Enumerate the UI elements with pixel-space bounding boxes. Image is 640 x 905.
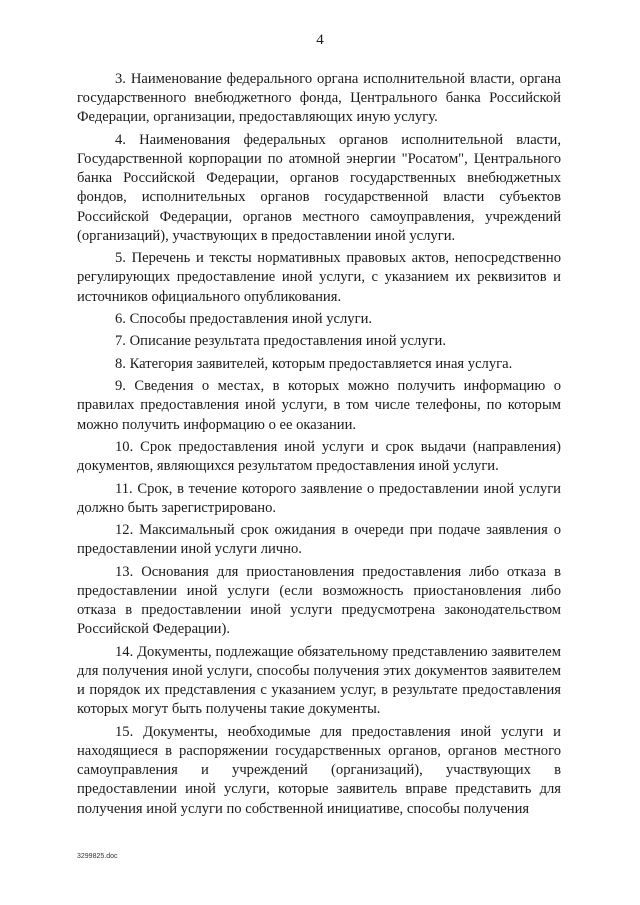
paragraph-11: 11. Срок, в течение которого заявление о предоставлении иной услуги должно быть зарегистрировано.: [77, 480, 561, 516]
page-number: 4: [316, 32, 324, 48]
paragraph-15: 15. Документы, необходимые для предоставления иной услуги и находящиеся в распоряжении государственных органов, органов местного самоуправления и учреждений (организаций), участвующих в предоставлении иной услуги, которые заявитель вправе представить для получения иной услуги по собственной инициативе, способы получения: [77, 723, 561, 817]
paragraph-7: 7. Описание результата предоставления иной услуги.: [115, 333, 447, 350]
footer-filename: 3299825.doc: [77, 853, 118, 860]
paragraph-9: 9. Сведения о местах, в которых можно получить информацию о правилах предоставления иной услуги, в том числе телефоны, по которым можно получить информацию о ее оказании.: [77, 378, 561, 433]
paragraph-4: 4. Наименования федеральных органов исполнительной власти, Государственной корпорации по атомной энергии "Росатом", Центрального банка Российской Федерации, органов государственных внебюджетных фондов, исполнительных органов государственной власти субъектов Российской Федерации, органов местного самоуправления, учреждений (организаций), участвующих в предоставлении иной услуги.: [77, 131, 561, 244]
paragraph-8: 8. Категория заявителей, которым предоставляется иная услуга.: [115, 355, 513, 372]
paragraph-12: 12. Максимальный срок ожидания в очереди при подаче заявления о предоставлении иной услуги лично.: [77, 522, 561, 558]
paragraph-3: 3. Наименование федерального органа исполнительной власти, органа государственного внебюджетного фонда, Центрального банка Российской Федерации, организации, предоставляющих иную услугу.: [77, 71, 561, 126]
paragraph-14: 14. Документы, подлежащие обязательному представлению заявителем для получения иной услуги, способы получения этих документов заявителем и порядок их представления с указанием услуг, в результате предоставления которых могут быть получены такие документы.: [77, 643, 561, 718]
document-body: [77, 70, 561, 822]
paragraph-6: 6. Способы предоставления иной услуги.: [115, 311, 373, 327]
paragraph-10: 10. Срок предоставления иной услуги и срок выдачи (направления) документов, являющихся результатом предоставления иной услуги.: [77, 438, 561, 475]
paragraph-5: 5. Перечень и тексты нормативных правовых актов, непосредственно регулирующих предоставление иной услуги, с указанием их реквизитов и источников официального опубликования.: [77, 250, 561, 305]
paragraph-13: 13. Основания для приостановления предоставления либо отказа в предоставлении иной услуги (если возможность приостановления либо отказа в предоставлении иной услуги предусмотрена законодательством Российской Федерации).: [77, 563, 561, 638]
